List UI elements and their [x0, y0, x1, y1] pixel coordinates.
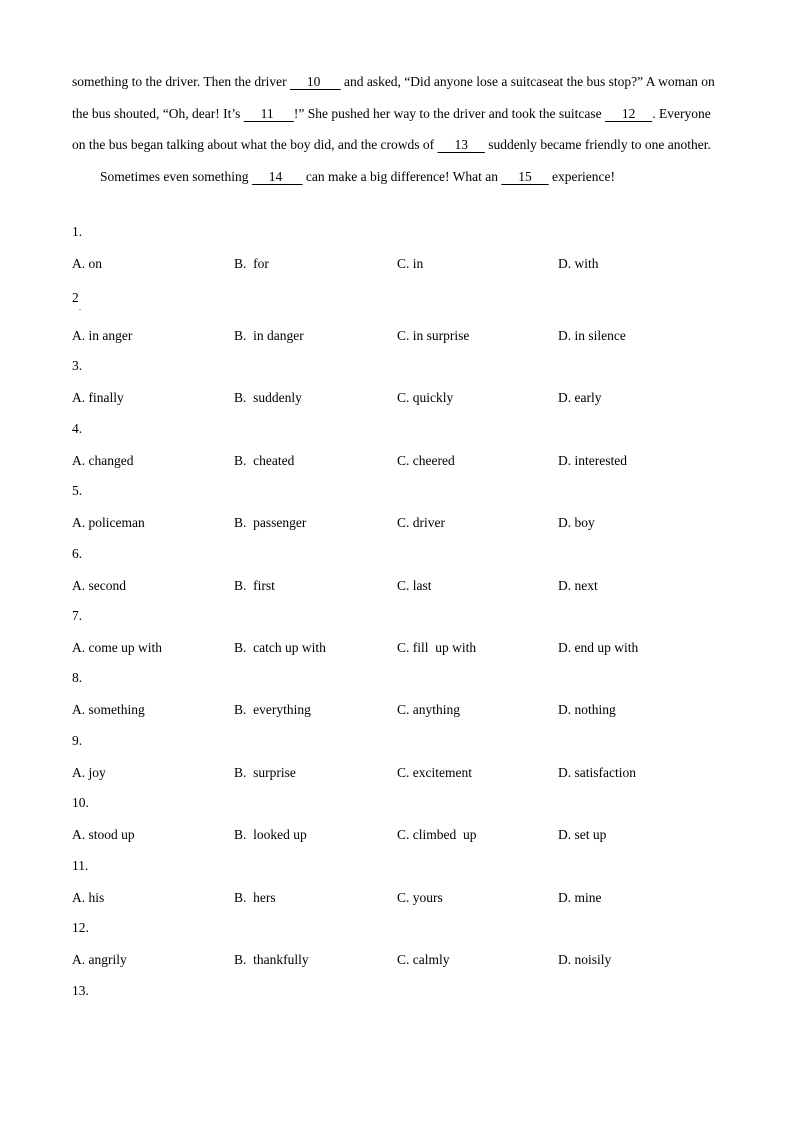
option-c[interactable]: C. last [397, 577, 432, 593]
options-row [72, 388, 722, 408]
question-number: 8. [72, 670, 83, 686]
option-d[interactable]: D. satisfaction [558, 764, 636, 780]
question-number: 7. [72, 607, 83, 623]
question-list [72, 222, 722, 980]
option-a[interactable]: A. second [72, 577, 126, 593]
option-c[interactable]: C. calmly [397, 951, 450, 967]
options-row [72, 513, 722, 533]
question-number: 6. [72, 545, 83, 561]
option-b[interactable]: B. passenger [234, 515, 307, 531]
option-c[interactable]: C. fill up with [397, 639, 477, 655]
option-a[interactable]: A. changed [72, 452, 134, 468]
passage-text: can make a big difference! What an [302, 168, 502, 184]
options-row [72, 700, 722, 720]
blank-10: 10 [289, 74, 341, 89]
question-item [72, 793, 722, 855]
passage-paragraph-1 [72, 66, 722, 161]
passage-text: suddenly [484, 137, 537, 152]
options-row [72, 638, 722, 658]
passage-text: . Everyone on the bus began talking about what the boy did, and the crowds of [72, 105, 711, 152]
option-d[interactable]: D. boy [558, 515, 595, 531]
options-row [72, 576, 722, 596]
blank-12: 12 [605, 105, 653, 121]
option-b[interactable]: B. cheated [234, 452, 295, 468]
option-b[interactable]: B. in danger [234, 328, 304, 344]
passage-text: and asked, “Did anyone lose a suitcaseat the bus stop?” A [340, 74, 655, 89]
question-number: 2 [72, 290, 79, 306]
option-c[interactable]: C. in surprise [397, 328, 470, 344]
option-a[interactable]: A. joy [72, 764, 106, 780]
option-d[interactable]: D. with [558, 256, 599, 271]
option-b[interactable]: B. everything [234, 702, 311, 718]
option-c[interactable]: C. quickly [397, 390, 454, 406]
stray-dot: . [79, 303, 81, 312]
options-row [72, 326, 722, 346]
cloze-passage [72, 66, 722, 192]
option-a[interactable]: A. something [72, 702, 145, 718]
question-item [72, 606, 722, 668]
option-d[interactable]: D. early [558, 390, 602, 406]
option-d[interactable]: D. nothing [558, 702, 616, 718]
question-item [72, 918, 722, 980]
question-item [72, 668, 722, 730]
option-a[interactable]: A. angrily [72, 951, 127, 967]
option-c[interactable]: C. in [397, 256, 424, 271]
question-number-13: 13. [72, 983, 89, 998]
question-item [72, 731, 722, 793]
question-number: 11. [72, 857, 89, 873]
passage-text: Sometimes even something [100, 168, 252, 184]
passage-text: became friendly to one another. [540, 137, 711, 152]
options-row [72, 451, 722, 471]
option-b[interactable]: B. looked up [234, 827, 307, 843]
option-b[interactable]: B. suddenly [234, 390, 302, 406]
option-d[interactable]: D. set up [558, 827, 607, 843]
question-item [72, 284, 722, 356]
passage-text: !” She pushed her way to the driver and took the suitcase [293, 105, 602, 121]
option-a[interactable]: A. finally [72, 390, 124, 406]
question-number: 4. [72, 420, 83, 436]
question-number: 1. [72, 224, 83, 239]
option-b[interactable]: B. surprise [234, 764, 296, 780]
question-item [72, 419, 722, 481]
options-row [72, 825, 722, 845]
question-number: 3. [72, 358, 83, 374]
option-b[interactable]: B. catch up with [234, 639, 326, 655]
option-a[interactable]: A. come up with [72, 639, 162, 655]
option-d[interactable]: D. noisily [558, 951, 612, 967]
question-number: 12. [72, 919, 89, 935]
option-c[interactable]: C. anything [397, 702, 460, 718]
passage-text: woman on the bus shouted, “Oh, dear! It’s [72, 74, 715, 121]
option-d[interactable]: D. in silence [558, 328, 626, 344]
question-item [72, 856, 722, 918]
option-b[interactable]: B. hers [234, 889, 276, 905]
blank-15: 15 [501, 168, 549, 184]
options-row [72, 254, 722, 274]
blank-13: 13 [437, 137, 485, 152]
option-a[interactable]: A. in anger [72, 328, 133, 344]
option-d[interactable]: D. interested [558, 452, 627, 468]
options-row [72, 950, 722, 970]
option-c[interactable]: C. yours [397, 889, 443, 905]
question-number: 10. [72, 795, 89, 811]
question-item [72, 481, 722, 543]
option-b[interactable]: B. first [234, 577, 275, 593]
option-d[interactable]: D. end up with [558, 639, 639, 655]
blank-11: 11 [243, 105, 294, 121]
question-item [72, 222, 722, 284]
option-a[interactable]: A. stood up [72, 827, 135, 843]
options-row [72, 888, 722, 908]
question-item [72, 356, 722, 418]
question-number: 5. [72, 483, 83, 499]
options-row [72, 763, 722, 783]
option-d[interactable]: D. next [558, 577, 598, 593]
question-item [72, 544, 722, 606]
option-c[interactable]: C. driver [397, 515, 445, 531]
question-number: 9. [72, 732, 83, 748]
blank-14: 14 [251, 168, 303, 184]
option-a[interactable]: A. policeman [72, 515, 145, 531]
option-c[interactable]: C. excitement [397, 764, 472, 780]
option-c[interactable]: C. climbed up [397, 827, 477, 843]
passage-text: experience! [548, 168, 615, 184]
option-b[interactable]: B. for [234, 256, 269, 271]
option-d[interactable]: D. mine [558, 889, 602, 905]
option-a[interactable]: A. on [72, 256, 102, 271]
option-c[interactable]: C. cheered [397, 452, 455, 468]
option-a[interactable]: A. his [72, 889, 105, 905]
passage-text: something to the driver. Then the driver [72, 74, 290, 89]
option-b[interactable]: B. thankfully [234, 951, 309, 967]
passage-paragraph-2 [72, 161, 722, 193]
